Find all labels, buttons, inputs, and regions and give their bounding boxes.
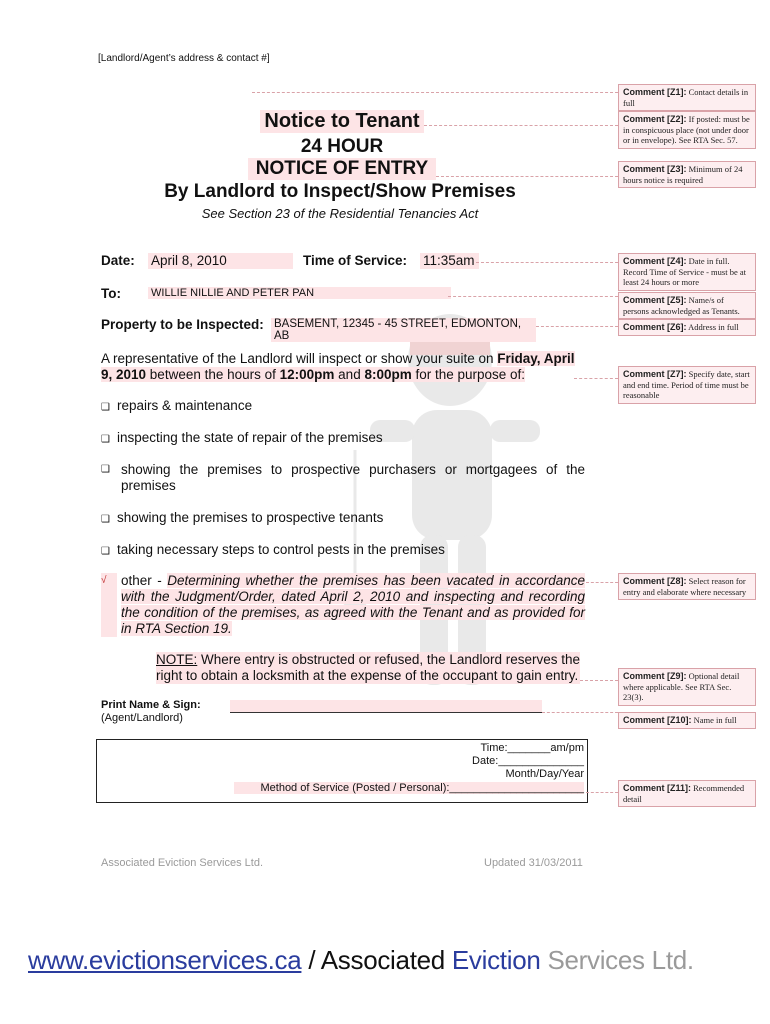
comment-leader [586, 792, 618, 793]
time-of-service-label: Time of Service: [303, 253, 408, 268]
comment-z5[interactable]: Comment [Z5]: Name/s of persons acknowledged as Tenants. [618, 292, 756, 319]
time-of-service-field[interactable]: 11:35am [420, 253, 479, 269]
comment-z3[interactable]: Comment [Z3]: Minimum of 24 hours notice is required [618, 161, 756, 188]
title-by-landlord: By Landlord to Inspect/Show Premises [164, 181, 516, 202]
website-link[interactable]: www.evictionservices.ca [28, 945, 302, 975]
checkbox-icon[interactable]: ❑ [101, 464, 110, 475]
signature-field[interactable] [230, 700, 542, 713]
note-paragraph: NOTE: Where entry is obstructed or refused, the Landlord reserves the right to obtain a locksmith at the expense of the occupant to gain entry. [156, 652, 580, 683]
checkbox-icon[interactable]: ❑ [101, 514, 110, 525]
tenant-names-field[interactable]: WILLIE NILLIE AND PETER PAN [148, 287, 451, 299]
property-label: Property to be Inspected: [101, 317, 264, 332]
agent-landlord-label: (Agent/Landlord) [101, 712, 183, 724]
end-time: 8:00pm [364, 367, 412, 382]
comment-z10[interactable]: Comment [Z10]: Name in full [618, 712, 756, 729]
purpose-item-purchasers[interactable]: ❑ showing the premises to prospective purchasers or mortgagees of the premises [101, 462, 585, 493]
comment-leader [574, 378, 618, 379]
checkbox-icon[interactable]: ❑ [101, 402, 110, 413]
date-field[interactable]: April 8, 2010 [148, 253, 293, 269]
comment-leader [586, 582, 618, 583]
footer-company: Associated Eviction Services Ltd. [101, 857, 264, 869]
checkbox-icon[interactable]: ❑ [101, 434, 110, 445]
date-label: Date: [101, 253, 135, 268]
title-notice-of-entry: NOTICE OF ENTRY [248, 158, 436, 180]
purpose-item-other[interactable]: √ other - Determining whether the premises has been vacated in accordance with the Judgment/Order, dated April 2, 2010 and inspecting and recording the condition of the premises, as agreed with the Tenant and as provided for in RTA Section 19. [101, 573, 585, 636]
comment-leader [536, 326, 618, 327]
footer-updated: Updated 31/03/2011 [484, 857, 583, 869]
comment-z9[interactable]: Comment [Z9]: Optional detail where applicable. See RTA Sec. 23(3). [618, 668, 756, 706]
title-notice-to-tenant: Notice to Tenant [260, 110, 424, 133]
start-time: 12:00pm [279, 367, 335, 382]
purpose-item-inspecting[interactable]: ❑ inspecting the state of repair of the premises [101, 430, 383, 448]
comment-leader [580, 680, 618, 681]
landlord-contact-placeholder: [Landlord/Agent’s address & contact #] [98, 53, 270, 64]
comment-z8[interactable]: Comment [Z8]: Select reason for entry and elaborate where necessary [618, 573, 756, 600]
subtitle-act-reference: See Section 23 of the Residential Tenancies Act [201, 206, 479, 221]
checkbox-icon[interactable]: ❑ [101, 546, 110, 557]
service-time-field[interactable]: Time:_______am/pm [480, 742, 584, 754]
title-24-hour: 24 HOUR [300, 136, 384, 157]
entry-date: Friday, April 9, 2010 [101, 351, 575, 382]
to-label: To: [101, 286, 121, 301]
comment-leader [542, 712, 618, 713]
purpose-item-tenants[interactable]: ❑ showing the premises to prospective tenants [101, 510, 383, 528]
comment-z6[interactable]: Comment [Z6]: Address in full [618, 319, 756, 336]
comment-leader [424, 125, 618, 126]
checkmark-icon[interactable]: √ [101, 573, 117, 637]
service-date-format: Month/Day/Year [505, 768, 584, 780]
other-reason-text: Determining whether the premises has been vacated in accordance with the Judgment/Order, dated April 2, 2010 and inspecting and recording the condition of the premises, as agreed with the Tenant and as provided for in RTA Section 19. [121, 573, 585, 636]
comment-z7[interactable]: Comment [Z7]: Specify date, start and end time. Period of time must be reasonable [618, 366, 756, 404]
comment-leader [448, 296, 618, 297]
comment-z11[interactable]: Comment [Z11]: Recommended detail [618, 780, 756, 807]
intro-paragraph: A representative of the Landlord will inspect or show your suite on Friday, April 9, 2010 between the hours of 12:00pm and 8:00pm for the purpose of: [101, 351, 575, 382]
service-date-field[interactable]: Date:______________ [472, 755, 584, 767]
purpose-item-pests[interactable]: ❑ taking necessary steps to control pests in the premises [101, 542, 445, 560]
comment-z2[interactable]: Comment [Z2]: If posted: must be in conspicuous place (not under door or in envelope). See RTA Sec. 57. [618, 111, 756, 149]
property-address-field[interactable]: BASEMENT, 12345 - 45 STREET, EDMONTON, AB [271, 318, 536, 342]
comment-leader [252, 92, 618, 93]
footer-banner: www.evictionservices.ca / Associated Eviction Services Ltd. [28, 945, 694, 975]
comment-z1[interactable]: Comment [Z1]: Contact details in full [618, 84, 756, 111]
comment-leader [436, 176, 618, 177]
service-time-date [420, 742, 584, 781]
print-name-label: Print Name & Sign: [101, 699, 201, 711]
purpose-item-repairs[interactable]: ❑ repairs & maintenance [101, 398, 252, 416]
comment-z4[interactable]: Comment [Z4]: Date in full. Record Time of Service - must be at least 24 hours or more [618, 253, 756, 291]
comment-leader [476, 262, 618, 263]
method-of-service-field[interactable]: Method of Service (Posted / Personal):______________________ [234, 782, 584, 794]
